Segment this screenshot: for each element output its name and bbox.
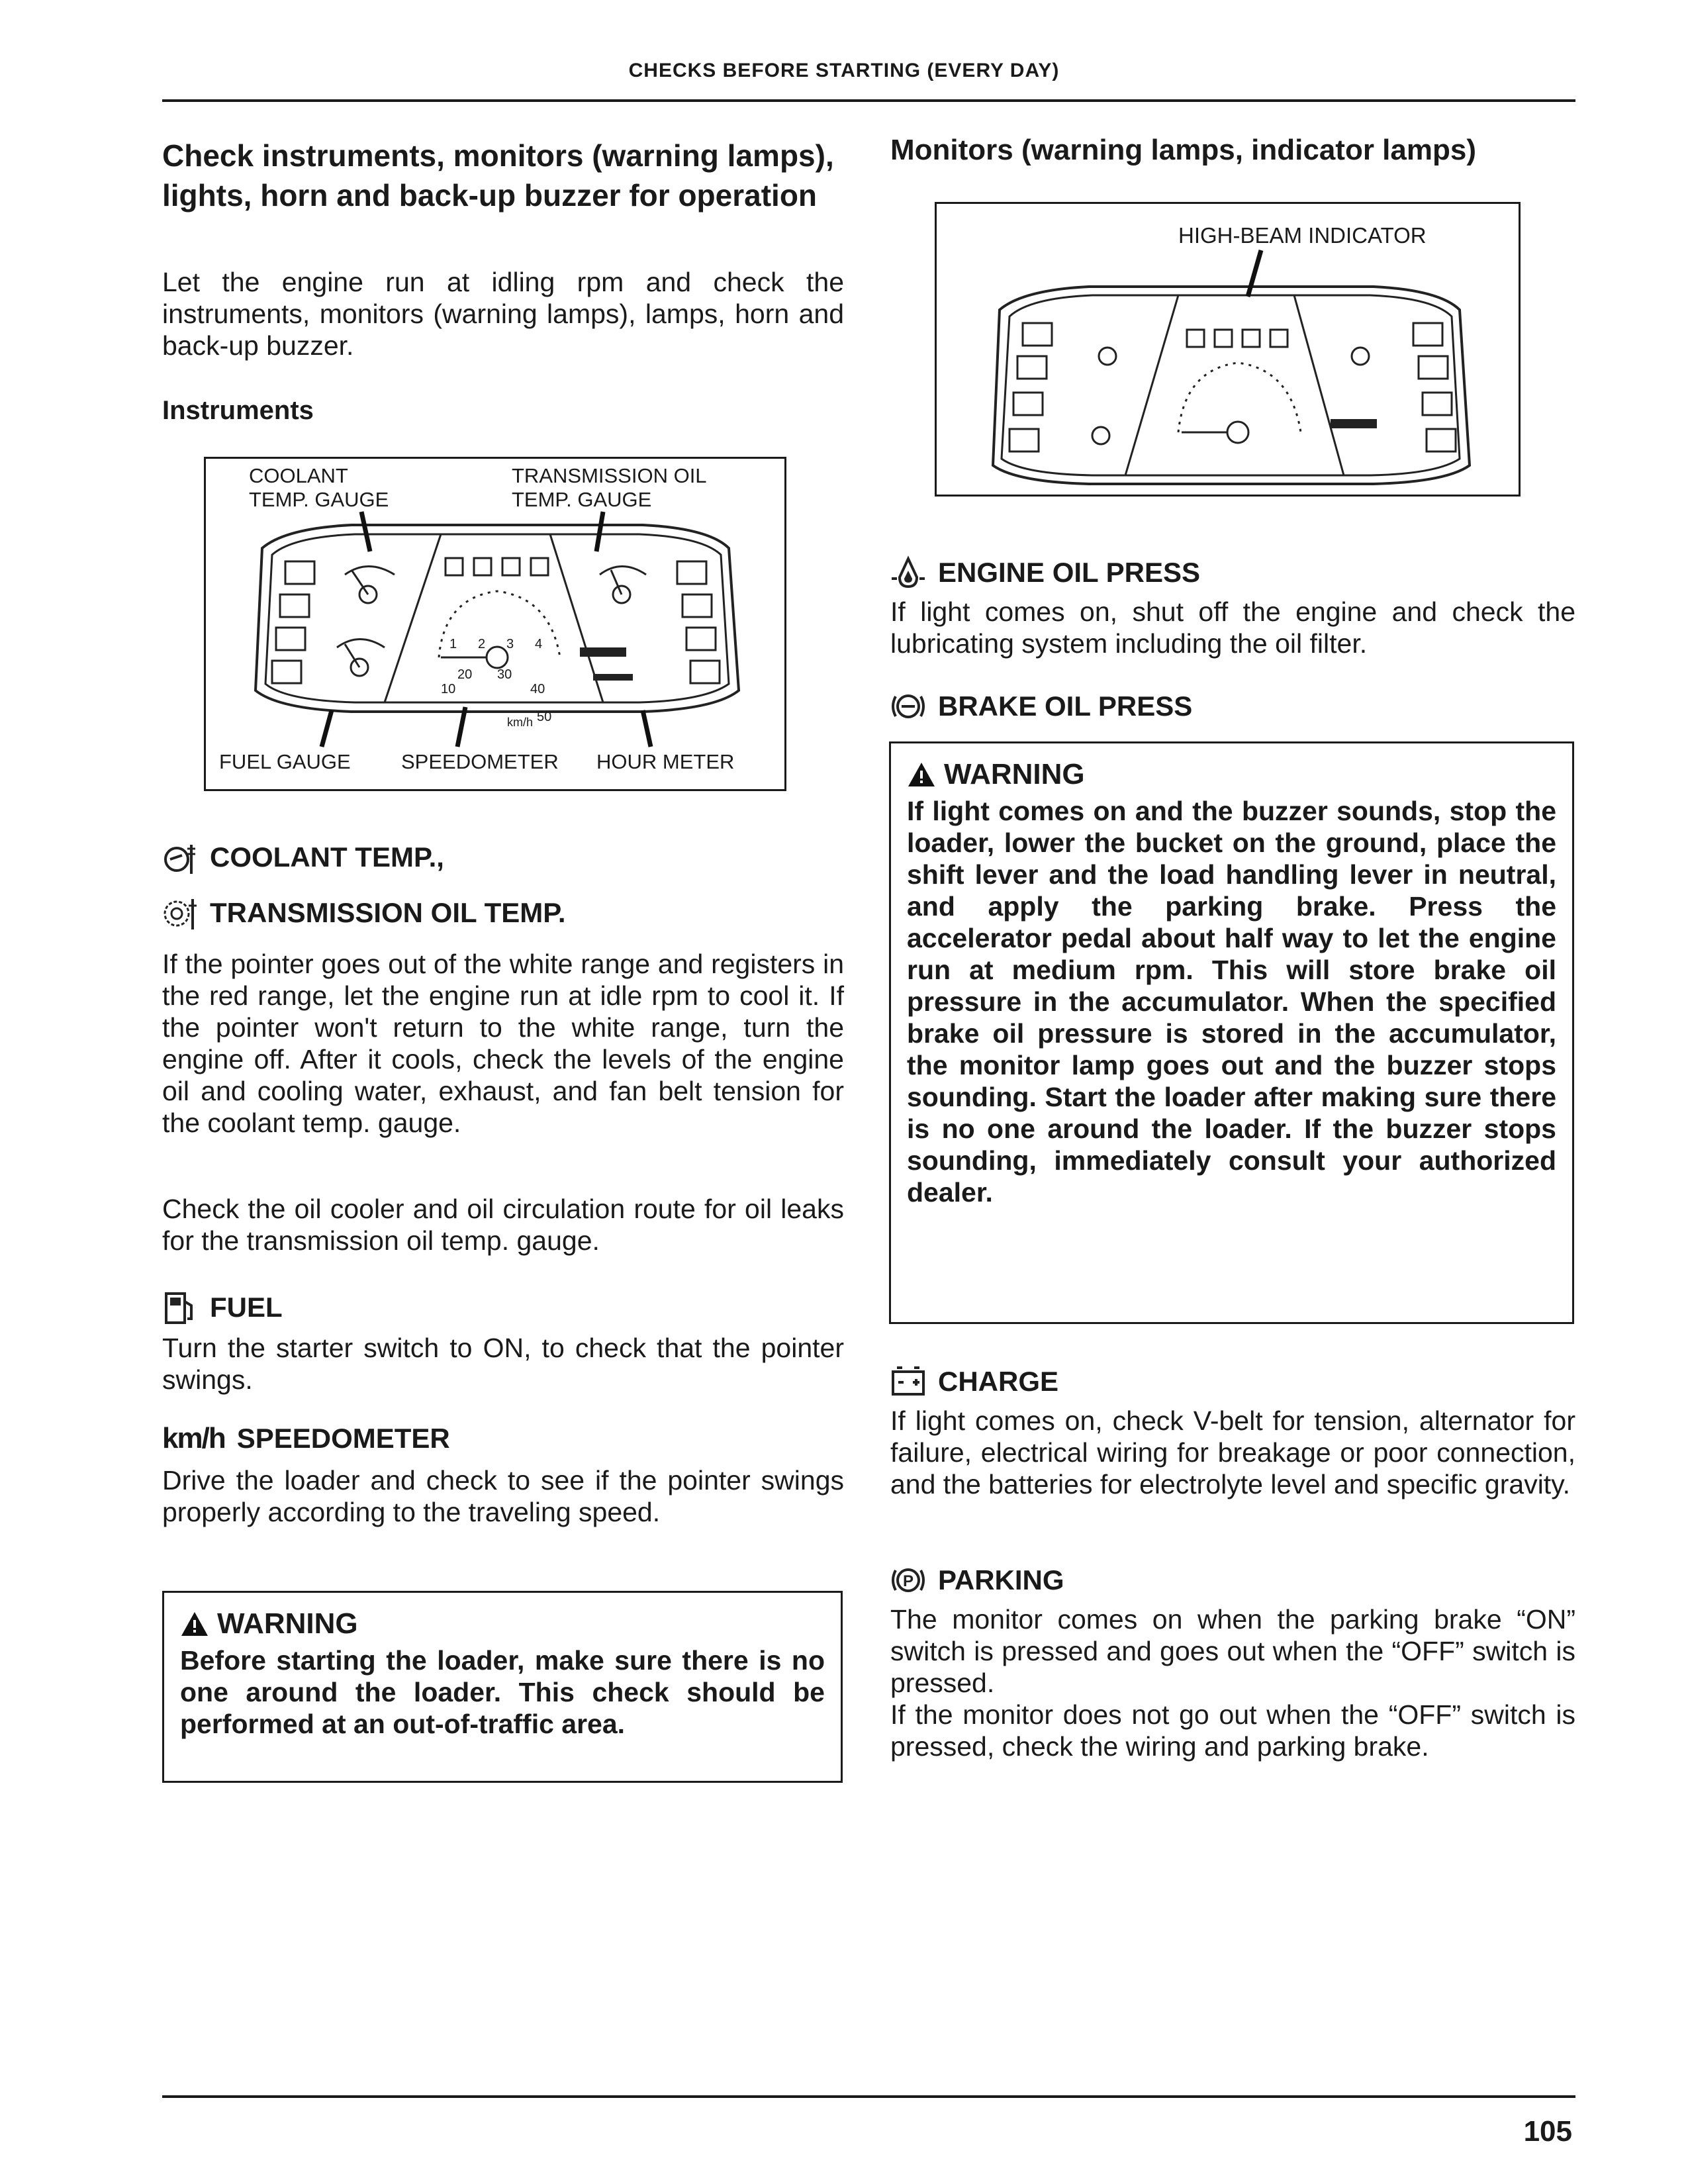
speed-tick-10: 10 — [441, 682, 456, 696]
monitors-heading-block — [890, 134, 1575, 167]
shift-indicator-4: 4 — [535, 637, 543, 651]
speedometer-section — [162, 1422, 844, 1455]
charge-text-block — [890, 1405, 1575, 1500]
warning-triangle-icon — [180, 1611, 209, 1637]
parking-title: PARKING — [938, 1564, 1064, 1595]
trans-section — [162, 895, 844, 931]
header-rule — [162, 99, 1575, 102]
parking-text-block-1 — [890, 1603, 1575, 1699]
charge-title: CHARGE — [938, 1366, 1059, 1397]
coolant-callout-1: COOLANT — [249, 464, 348, 487]
speed-tick-40: 40 — [530, 682, 545, 696]
speed-tick-30: 30 — [497, 667, 512, 682]
instruments-label: Instruments — [162, 396, 314, 425]
page-number: 105 — [1523, 2115, 1572, 2148]
instrument-panel-figure — [204, 457, 786, 791]
speedometer-text: Drive the loader and check to see if the pointer swings properly according to the traveling speed. — [162, 1465, 844, 1527]
transmission-oil-temp-icon — [162, 895, 198, 931]
oilcooler-block — [162, 1193, 844, 1257]
high-beam-callout: HIGH-BEAM INDICATOR — [1178, 223, 1427, 248]
left-warning-title: WARNING — [217, 1607, 358, 1640]
section-heading: Check instruments, monitors (warning lamps), lights, horn and back-up buzzer for operation — [162, 138, 834, 213]
page-header: CHECKS BEFORE STARTING (EVERY DAY) — [628, 60, 1060, 81]
charge-text: If light comes on, check V-belt for tension, alternator for failure, electrical wiring for breakage or poor connection, and the batteries for electrolyte level and specific gravity. — [890, 1405, 1575, 1499]
speedometer-callout: SPEEDOMETER — [401, 750, 559, 773]
brake-icon — [890, 688, 926, 724]
oilcooler-text: Check the oil cooler and oil circulation route for oil leaks for the transmission oil temp. gauge. — [162, 1194, 844, 1256]
engine-oil-section — [890, 555, 1575, 591]
shift-indicator-2: 2 — [478, 637, 486, 651]
right-warning-box — [889, 741, 1574, 1324]
brake-title: BRAKE OIL PRESS — [938, 690, 1193, 722]
fuel-text-block — [162, 1332, 844, 1396]
warning-triangle-icon — [907, 761, 936, 788]
trans-callout-2: TEMP. GAUGE — [512, 488, 652, 511]
transmission-oil-temp-title: TRANSMISSION OIL TEMP. — [210, 897, 566, 928]
engine-oil-text-block — [890, 596, 1575, 659]
svg-text:P: P — [902, 1572, 914, 1590]
kmh-icon: km/h — [162, 1422, 225, 1454]
monitors-figure — [935, 202, 1521, 497]
brake-section — [890, 688, 1575, 724]
fuel-text: Turn the starter switch to ON, to check that the pointer swings. — [162, 1333, 844, 1395]
right-warning-text: If light comes on and the buzzer sounds, stop the loader, lower the bucket on the ground, place the shift lever and the load handling lever in neutral, and apply the parking brake. Press the accelerator pedal about half way to let the engine run at medium rpm. This will store brake oil pressure in the accumulator. When the specified brake oil pressure is stored in the accumulator, the monitor lamp goes out and the buzzer stops sounding. Start the loader after making sure there is no one around the loader. If the buzzer stops sounding, immediately consult your authorized dealer. — [907, 796, 1556, 1208]
coolant-callout-2: TEMP. GAUGE — [249, 488, 389, 511]
engine-oil-title: ENGINE OIL PRESS — [938, 557, 1200, 588]
parking-section — [890, 1562, 1575, 1598]
intro-text: Let the engine run at idling rpm and check the instruments, monitors (warning lamps), lamps, horn and back-up buzzer. — [162, 267, 844, 361]
instrument-panel-drawing — [206, 459, 788, 793]
speed-text-block — [162, 1464, 844, 1528]
monitors-heading: Monitors (warning lamps, indicator lamps) — [890, 134, 1476, 166]
charge-section — [890, 1364, 1575, 1400]
shift-indicator-1: 1 — [449, 637, 457, 651]
intro-block — [162, 266, 844, 361]
temp-text: If the pointer goes out of the white range and registers in the red range, let the engine run at idle rpm to cool it. If the pointer won't return to the white range, turn the engine off. After it cools, check the levels of the engine oil and cooling water, exhaust, and fan belt tension for the coolant temp. gauge. — [162, 949, 844, 1138]
oil-can-icon — [890, 555, 926, 591]
fuel-gauge-callout: FUEL GAUGE — [219, 750, 351, 773]
hour-meter-callout: HOUR METER — [596, 750, 735, 773]
shift-indicator-3: 3 — [506, 637, 514, 651]
parking-text-2: If the monitor does not go out when the “OFF” switch is pressed, check the wiring and parking brake. — [890, 1699, 1575, 1762]
coolant-temp-icon — [162, 839, 198, 875]
trans-callout-1: TRANSMISSION OIL — [512, 464, 707, 487]
right-warning-title: WARNING — [944, 758, 1085, 790]
fuel-pump-icon — [162, 1290, 198, 1325]
parking-text-block-2 — [890, 1699, 1575, 1762]
speed-tick-50: 50 — [537, 710, 552, 724]
fuel-title: FUEL — [210, 1292, 283, 1323]
speed-tick-20: 20 — [457, 667, 473, 682]
speed-unit: km/h — [507, 716, 534, 729]
coolant-temp-title: COOLANT TEMP., — [210, 841, 444, 873]
battery-icon — [890, 1364, 926, 1400]
parking-brake-icon — [890, 1562, 926, 1598]
left-heading-block — [162, 136, 844, 215]
left-warning-box — [162, 1591, 843, 1783]
fuel-section — [162, 1290, 844, 1325]
instruments-label-block — [162, 396, 844, 426]
temp-text-block — [162, 948, 844, 1139]
speedometer-title: SPEEDOMETER — [236, 1423, 450, 1454]
footer-rule — [162, 2095, 1575, 2098]
monitors-drawing — [937, 204, 1523, 499]
parking-text-1: The monitor comes on when the parking brake “ON” switch is pressed and goes out when the “OFF” switch is pressed. — [890, 1604, 1575, 1698]
engine-oil-text: If light comes on, shut off the engine and check the lubricating system including the oil filter. — [890, 596, 1575, 659]
coolant-section — [162, 839, 844, 875]
left-warning-text: Before starting the loader, make sure there is no one around the loader. This check should be performed at an out-of-traffic area. — [180, 1645, 825, 1739]
